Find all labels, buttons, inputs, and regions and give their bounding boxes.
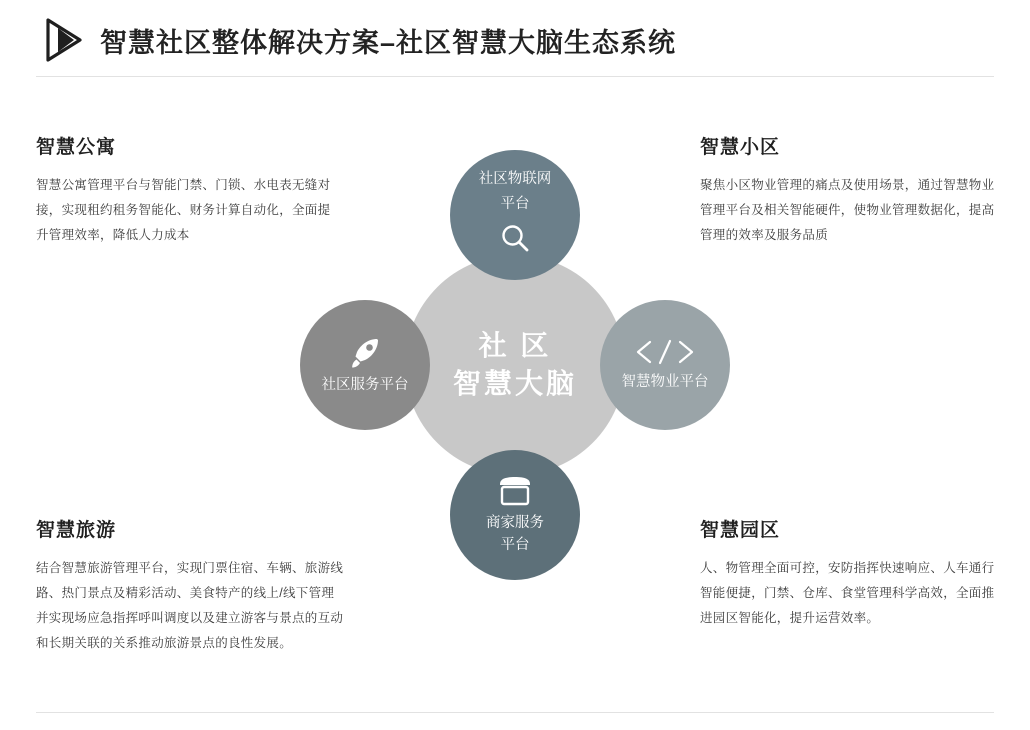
page-title: 智慧社区整体解决方案–社区智慧大脑生态系统 [100,27,677,58]
block-title: 智慧园区 [700,520,781,541]
block-body: 结合智慧旅游管理平台，实现门票住宿、车辆、旅游线路、热门景点及精彩活动、美食特产的线上/线下管理并实现场应急指挥呼叫调度以及建立游客与景点的互动和长期关联的关系推动旅游景点的良性发展。 [36,561,344,650]
header-divider [36,76,994,77]
storefront-icon [496,475,534,511]
node-label-line2: 平台 [500,536,530,553]
node-label-line2: 平台 [500,196,530,213]
node-community-service-platform[interactable] [300,300,430,430]
block-body: 聚焦小区物业管理的痛点及使用场景，通过智慧物业管理平台及相关智能硬件，使物业管理数据化，提高管理的效率及服务品质 [700,178,995,242]
node-label-line1: 社区物联网 [478,170,552,187]
node-label: 智慧物业平台 [621,373,709,390]
node-smart-property-platform[interactable] [600,300,730,430]
page-header [44,18,676,62]
search-icon [498,221,532,259]
ecosystem-diagram [280,130,750,600]
core-node-smart-brain [405,255,625,475]
block-body: 人、物管理全面可控，安防指挥快速响应、人车通行智能便捷，门禁、仓库、食堂管理科学高效，全面推进园区智能化，提升运营效率。 [700,561,995,625]
core-label-line2: 智慧大脑 [452,368,577,399]
play-triangle-logo [44,18,84,62]
rocket-icon [347,334,383,374]
block-body: 智慧公寓管理平台与智能门禁、门锁、水电表无缝对接，实现租约租务智能化、财务计算自动化，全面提升管理效率，降低人力成本 [36,178,331,242]
block-title: 智慧小区 [700,137,781,158]
footer-divider [36,712,994,713]
block-title: 智慧旅游 [36,520,117,541]
code-icon [630,337,700,371]
node-merchant-service-platform[interactable] [450,450,580,580]
node-label-line1: 商家服务 [486,515,544,532]
block-title: 智慧公寓 [36,137,117,158]
core-label-line1: 社 区 [478,330,552,362]
node-community-iot-platform[interactable] [450,150,580,280]
node-label: 社区服务平台 [321,376,409,393]
